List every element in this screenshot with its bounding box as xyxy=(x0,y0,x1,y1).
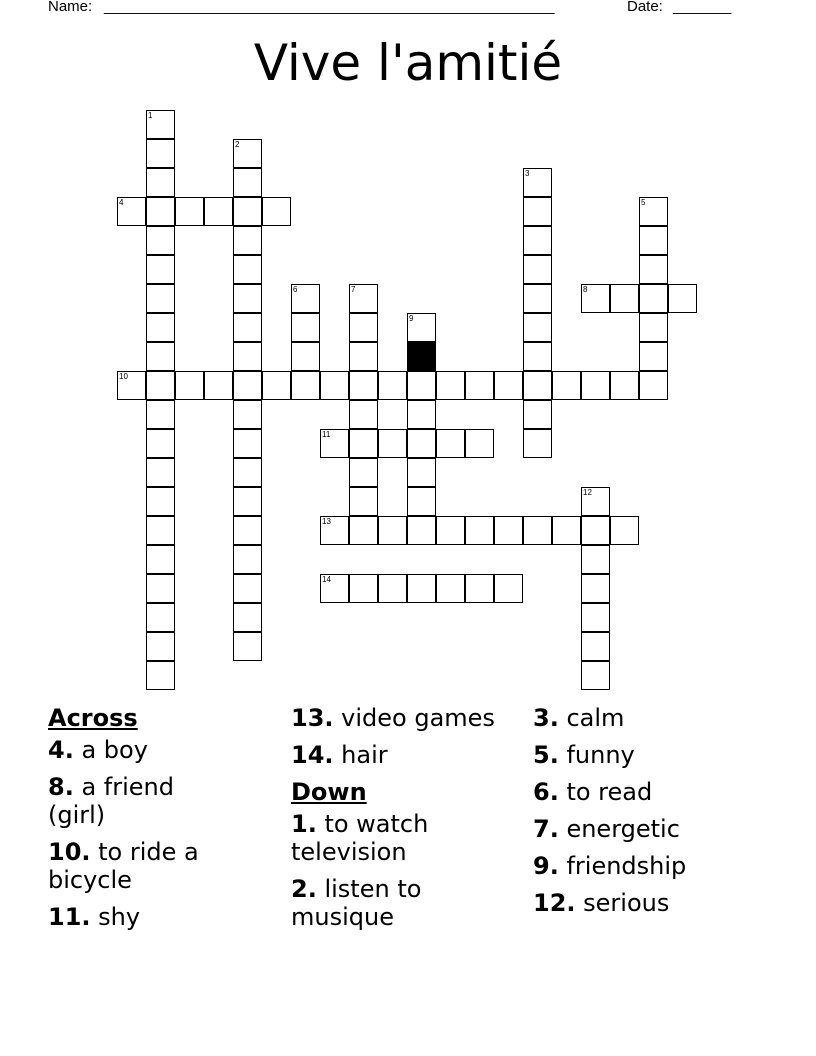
across-heading: Across xyxy=(48,704,138,732)
cell-number: 8 xyxy=(583,285,588,294)
grid-cell[interactable] xyxy=(320,574,349,603)
grid-cell[interactable] xyxy=(146,661,175,690)
grid-cell[interactable] xyxy=(523,400,552,429)
grid-cell[interactable] xyxy=(233,226,262,255)
grid-cell[interactable] xyxy=(436,371,465,400)
date-line[interactable]: _______ xyxy=(673,0,732,15)
grid-cell[interactable] xyxy=(146,487,175,516)
grid-cell[interactable] xyxy=(349,371,378,400)
clues-column-3 xyxy=(533,704,773,926)
clue-number: 3. xyxy=(533,704,559,732)
grid-cell[interactable] xyxy=(523,313,552,342)
grid-cell[interactable] xyxy=(146,197,175,226)
grid-cell[interactable] xyxy=(378,574,407,603)
grid-cell[interactable] xyxy=(349,458,378,487)
grid-cell[interactable] xyxy=(291,342,320,371)
clue-across-8 xyxy=(48,773,228,829)
grid-cell[interactable] xyxy=(523,284,552,313)
grid-cell[interactable] xyxy=(523,226,552,255)
black-cell xyxy=(407,342,436,371)
grid-cell[interactable] xyxy=(146,574,175,603)
grid-cell[interactable] xyxy=(320,429,349,458)
grid-cell[interactable] xyxy=(465,516,494,545)
clue-number: 9. xyxy=(533,852,559,880)
grid-cell[interactable] xyxy=(465,574,494,603)
grid-cell[interactable] xyxy=(494,516,523,545)
grid-cell[interactable] xyxy=(407,516,436,545)
clues-column-1 xyxy=(48,704,278,940)
clue-across-13 xyxy=(291,704,521,732)
grid-cell[interactable] xyxy=(146,226,175,255)
grid-cell[interactable] xyxy=(494,574,523,603)
clue-number: 11. xyxy=(48,903,91,931)
grid-cell[interactable] xyxy=(233,371,262,400)
grid-cell[interactable] xyxy=(378,371,407,400)
clue-text: energetic xyxy=(558,815,680,843)
grid-cell[interactable] xyxy=(233,632,262,661)
grid-cell[interactable] xyxy=(175,197,204,226)
grid-cell[interactable] xyxy=(291,313,320,342)
cell-number: 2 xyxy=(235,140,240,149)
grid-cell[interactable] xyxy=(349,516,378,545)
grid-cell[interactable] xyxy=(233,516,262,545)
cell-number: 13 xyxy=(322,517,331,526)
grid-cell[interactable] xyxy=(436,516,465,545)
grid-cell[interactable] xyxy=(233,574,262,603)
clue-down-7 xyxy=(533,815,773,843)
grid-cell[interactable] xyxy=(349,284,378,313)
grid-cell[interactable] xyxy=(233,400,262,429)
clue-number: 12. xyxy=(533,889,576,917)
grid-cell[interactable] xyxy=(349,429,378,458)
grid-cell[interactable] xyxy=(581,632,610,661)
grid-cell[interactable] xyxy=(407,458,436,487)
grid-cell[interactable] xyxy=(146,139,175,168)
grid-cell[interactable] xyxy=(581,516,610,545)
grid-cell[interactable] xyxy=(146,313,175,342)
cell-number: 9 xyxy=(409,314,414,323)
grid-cell[interactable] xyxy=(117,371,146,400)
grid-cell[interactable] xyxy=(233,429,262,458)
grid-cell[interactable] xyxy=(523,342,552,371)
grid-cell[interactable] xyxy=(465,371,494,400)
grid-cell[interactable] xyxy=(378,429,407,458)
grid-cell[interactable] xyxy=(146,284,175,313)
clue-down-2 xyxy=(291,875,461,931)
grid-cell[interactable] xyxy=(581,284,610,313)
clue-text: listen to musique xyxy=(291,875,422,931)
grid-cell[interactable] xyxy=(639,197,668,226)
grid-cell[interactable] xyxy=(581,487,610,516)
grid-cell[interactable] xyxy=(407,429,436,458)
grid-cell[interactable] xyxy=(233,545,262,574)
clue-text: a friend (girl) xyxy=(48,773,174,829)
clue-down-5 xyxy=(533,741,773,769)
clue-number: 1. xyxy=(291,810,317,838)
grid-cell[interactable] xyxy=(581,574,610,603)
grid-cell[interactable] xyxy=(407,400,436,429)
grid-cell[interactable] xyxy=(320,516,349,545)
clue-text: video games xyxy=(333,704,495,732)
grid-cell[interactable] xyxy=(204,371,233,400)
clues-column-2 xyxy=(291,704,521,940)
grid-cell[interactable] xyxy=(146,342,175,371)
grid-cell[interactable] xyxy=(494,371,523,400)
grid-cell[interactable] xyxy=(175,371,204,400)
clue-number: 13. xyxy=(291,704,334,732)
clue-text: hair xyxy=(333,741,388,769)
grid-cell[interactable] xyxy=(291,371,320,400)
grid-cell[interactable] xyxy=(523,197,552,226)
clue-down-3 xyxy=(533,704,773,732)
grid-cell[interactable] xyxy=(552,516,581,545)
cell-number: 7 xyxy=(351,285,356,294)
grid-cell[interactable] xyxy=(639,313,668,342)
grid-cell[interactable] xyxy=(581,371,610,400)
clue-text: funny xyxy=(558,741,635,769)
grid-cell[interactable] xyxy=(233,487,262,516)
grid-cell[interactable] xyxy=(146,371,175,400)
grid-cell[interactable] xyxy=(349,574,378,603)
grid-cell[interactable] xyxy=(233,342,262,371)
cell-number: 4 xyxy=(119,198,124,207)
grid-cell[interactable] xyxy=(523,516,552,545)
grid-cell[interactable] xyxy=(465,429,494,458)
grid-cell[interactable] xyxy=(146,603,175,632)
clue-number: 4. xyxy=(48,736,74,764)
cell-number: 11 xyxy=(322,430,331,439)
clue-text: to watch television xyxy=(291,810,429,866)
grid-cell[interactable] xyxy=(233,255,262,284)
clue-number: 2. xyxy=(291,875,317,903)
grid-cell[interactable] xyxy=(204,197,233,226)
grid-cell[interactable] xyxy=(146,429,175,458)
down-heading: Down xyxy=(291,778,367,806)
grid-cell[interactable] xyxy=(233,458,262,487)
grid-cell[interactable] xyxy=(523,371,552,400)
grid-cell[interactable] xyxy=(233,284,262,313)
grid-cell[interactable] xyxy=(262,197,291,226)
grid-cell[interactable] xyxy=(291,284,320,313)
grid-cell[interactable] xyxy=(668,284,697,313)
name-label: Name: xyxy=(48,0,93,15)
clue-text: to ride a bicycle xyxy=(48,838,199,894)
grid-cell[interactable] xyxy=(552,371,581,400)
grid-cell[interactable] xyxy=(233,603,262,632)
clue-number: 14. xyxy=(291,741,334,769)
grid-cell[interactable] xyxy=(523,429,552,458)
grid-cell[interactable] xyxy=(407,371,436,400)
grid-cell[interactable] xyxy=(407,313,436,342)
grid-cell[interactable] xyxy=(146,516,175,545)
cell-number: 12 xyxy=(583,488,592,497)
grid-cell[interactable] xyxy=(436,429,465,458)
grid-cell[interactable] xyxy=(349,313,378,342)
grid-cell[interactable] xyxy=(581,603,610,632)
clue-number: 8. xyxy=(48,773,74,801)
clue-number: 7. xyxy=(533,815,559,843)
grid-cell[interactable] xyxy=(233,139,262,168)
page-title: Vive l'amitié xyxy=(253,34,563,92)
clue-across-11 xyxy=(48,903,278,931)
grid-cell[interactable] xyxy=(581,545,610,574)
clue-text: a boy xyxy=(73,736,148,764)
clue-number: 5. xyxy=(533,741,559,769)
clue-down-6 xyxy=(533,778,773,806)
cell-number: 10 xyxy=(119,372,128,381)
name-line[interactable]: ______________________________________________________ xyxy=(104,0,555,15)
clue-down-12 xyxy=(533,889,773,917)
grid-cell[interactable] xyxy=(639,255,668,284)
cell-number: 3 xyxy=(525,169,530,178)
cell-number: 1 xyxy=(148,111,153,120)
grid-cell[interactable] xyxy=(639,342,668,371)
grid-cell[interactable] xyxy=(610,516,639,545)
cell-number: 6 xyxy=(293,285,298,294)
grid-cell[interactable] xyxy=(320,371,349,400)
clue-text: calm xyxy=(558,704,625,732)
grid-cell[interactable] xyxy=(639,226,668,255)
grid-cell[interactable] xyxy=(407,574,436,603)
grid-cell[interactable] xyxy=(523,168,552,197)
grid-cell[interactable] xyxy=(233,197,262,226)
grid-cell[interactable] xyxy=(610,371,639,400)
clue-across-14 xyxy=(291,741,521,769)
clue-text: shy xyxy=(90,903,141,931)
grid-cell[interactable] xyxy=(233,313,262,342)
grid-cell[interactable] xyxy=(436,574,465,603)
clue-across-10 xyxy=(48,838,238,894)
grid-cell[interactable] xyxy=(349,487,378,516)
grid-cell[interactable] xyxy=(581,661,610,690)
clue-text: serious xyxy=(575,889,670,917)
grid-cell[interactable] xyxy=(639,284,668,313)
clue-down-1 xyxy=(291,810,461,866)
grid-cell[interactable] xyxy=(146,168,175,197)
grid-cell[interactable] xyxy=(146,255,175,284)
clue-down-9 xyxy=(533,852,773,880)
date-label: Date: xyxy=(627,0,663,15)
clue-number: 10. xyxy=(48,838,91,866)
grid-cell[interactable] xyxy=(117,197,146,226)
grid-cell[interactable] xyxy=(146,632,175,661)
grid-cell[interactable] xyxy=(523,255,552,284)
clue-text: friendship xyxy=(558,852,687,880)
cell-number: 5 xyxy=(641,198,646,207)
grid-cell[interactable] xyxy=(639,371,668,400)
grid-cell[interactable] xyxy=(146,110,175,139)
grid-cell[interactable] xyxy=(378,516,407,545)
clue-number: 6. xyxy=(533,778,559,806)
grid-cell[interactable] xyxy=(610,284,639,313)
grid-cell[interactable] xyxy=(146,400,175,429)
clue-text: to read xyxy=(558,778,653,806)
grid-cell[interactable] xyxy=(262,371,291,400)
grid-cell[interactable] xyxy=(349,342,378,371)
grid-cell[interactable] xyxy=(146,545,175,574)
grid-cell[interactable] xyxy=(146,458,175,487)
clue-across-4 xyxy=(48,736,278,764)
cell-number: 14 xyxy=(322,575,331,584)
grid-cell[interactable] xyxy=(407,487,436,516)
grid-cell[interactable] xyxy=(349,400,378,429)
grid-cell[interactable] xyxy=(233,168,262,197)
